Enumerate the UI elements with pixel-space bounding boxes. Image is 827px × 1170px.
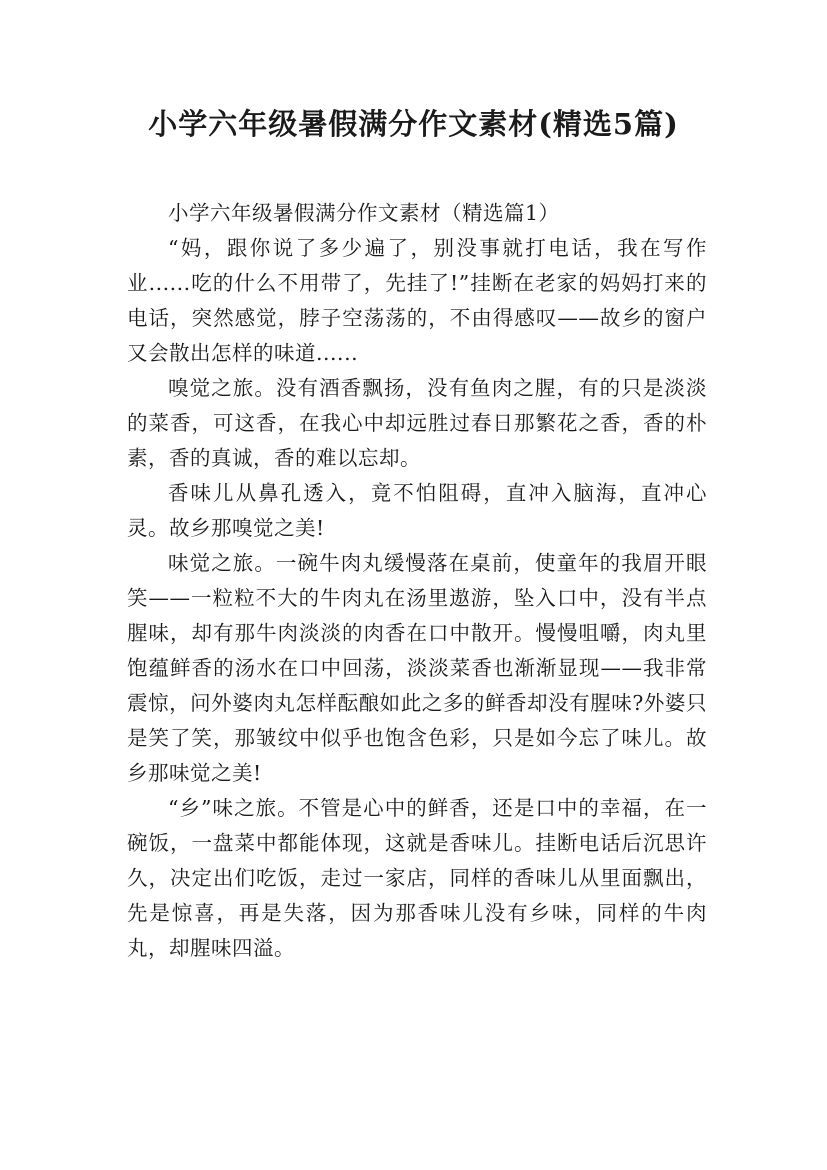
document-title: 小学六年级暑假满分作文素材(精选5篇) [148, 107, 679, 141]
document-body [127, 196, 707, 966]
paragraph: 味觉之旅。一碗牛肉丸缓慢落在桌前，使童年的我眉开眼笑——一粒粒不大的牛肉丸在汤里遨游，坠入口中，没有半点腥味，却有那牛肉淡淡的肉香在口中散开。慢慢咀嚼，肉丸里饱蕴鲜香的汤水在口中回荡，淡淡菜香也渐渐显现——我非常震惊，问外婆肉丸怎样酝酿如此之多的鲜香却没有腥味?外婆只是笑了笑，那皱纹中似乎也饱含色彩，只是如今忘了味儿。故乡那味觉之美! [127, 551, 707, 785]
paragraph: 香味儿从鼻孔透入，竟不怕阻碍，直冲入脑海，直冲心灵。故乡那嗅觉之美! [127, 481, 707, 540]
section-heading: 小学六年级暑假满分作文素材（精选篇1） [168, 201, 560, 225]
paragraph: 嗅觉之旅。没有酒香飘扬，没有鱼肉之腥，有的只是淡淡的菜香，可这香，在我心中却远胜过春日那繁花之香，香的朴素，香的真诚，香的难以忘却。 [127, 376, 707, 470]
paragraph: “乡”味之旅。不管是心中的鲜香，还是口中的幸福，在一碗饭，一盘菜中都能体现，这就是香味儿。挂断电话后沉思许久，决定出们吃饭，走过一家店，同样的香味儿从里面飘出，先是惊喜，再是失落，因为那香味儿没有乡味，同样的牛肉丸，却腥味四溢。 [127, 796, 707, 960]
paragraph: “妈，跟你说了多少遍了，别没事就打电话，我在写作业......吃的什么不用带了，先挂了!”挂断在老家的妈妈打来的电话，突然感觉，脖子空荡荡的，不由得感叹——故乡的窗户又会散出怎样的味道...... [127, 236, 707, 365]
